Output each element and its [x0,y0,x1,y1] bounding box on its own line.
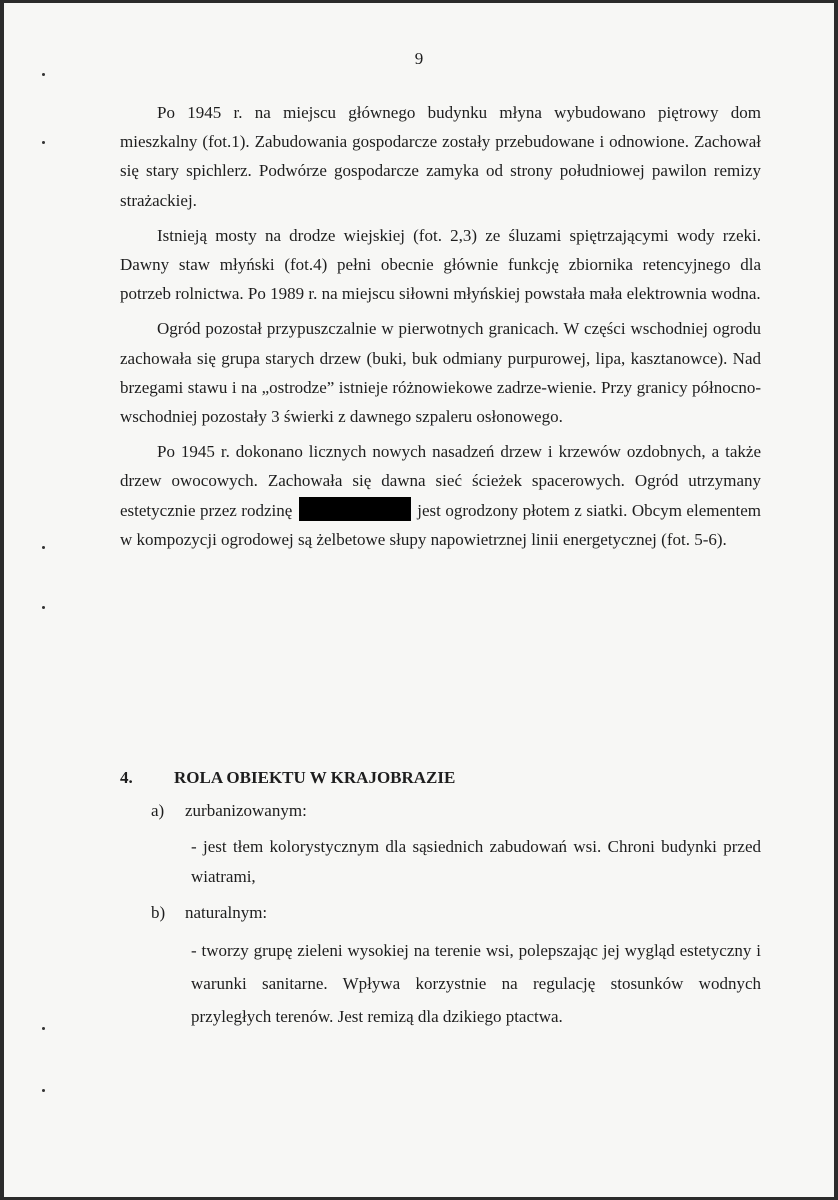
section-number: 4. [120,768,133,787]
section-heading [120,763,761,793]
scan-speck [42,73,45,76]
list-label: naturalnym: [185,903,268,922]
list-item [120,898,761,928]
paragraph-text-after-redaction: jest ogrodzony płotem z siatki. Obcym elementem w kompozycji ogrodowej są żelbetowe słupy napowietrznej linii energetycznej (fot. 5-6). [120,500,762,549]
scan-speck [42,546,45,549]
body-text [120,98,761,560]
document-page [4,3,834,1197]
list-marker: a) [151,801,165,820]
list-description: - tworzy grupę zieleni wysokiej na terenie wsi, polepszając jej wygląd estetyczny i warunki sanitarne. Wpływa korzystnie na regulację stosunków wodnych przyległych terenów. Jest remizą dla dzikiego ptactwa. [191,941,761,1026]
section-title: ROLA OBIEKTU W KRAJOBRAZIE [174,768,456,787]
scan-speck [42,1027,45,1030]
paragraph-with-redaction [120,437,761,554]
list-label: zurbanizowanym: [185,801,307,820]
paragraph: Istnieją mosty na drodze wiejskiej (fot. 2,3) ze śluzami spiętrzającymi wody rzeki. Dawny staw młyński (fot.4) pełni obecnie głównie funkcję zbiornika retencyjnego dla potrzeb rolnictwa. Po 1989 r. na miejscu siłowni młyńskiej powstała mała elektrownia wodna. [120,225,761,304]
paragraph: Ogród pozostał przypuszczalnie w pierwotnych granicach. W części wschodniej ogrodu zachowała się grupa starych drzew (buki, buk odmiany purpurowej, lipa, kasztanowce). Nad brzegami stawu i na „ostrodze” istnieje różnowiekowe zadrze-wienie. Przy granicy północno-wschodniej pozostały 3 świerki z dawnego szpaleru osłonowego. [120,319,761,427]
list-item [120,796,761,826]
scan-speck [42,141,45,144]
list-description: - jest tłem kolorystycznym dla sąsiednich zabudowań wsi. Chroni budynki przed wiatrami, [191,837,761,886]
paragraph: Po 1945 r. na miejscu głównego budynku młyna wybudowano piętrowy dom mieszkalny (fot.1). Zabudowania gospodarcze zostały przebudowane i odnowione. Zachował się stary spichlerz. Podwórze gospodarcze zamyka od strony południowej pawilon remizy strażackiej. [120,103,761,210]
scan-speck [42,606,45,609]
paragraph-text-before-redaction: Po 1945 r. dokonano licznych nowych nasadzeń drzew i krzewów ozdobnych, a także drzew owocowych. Zachowała się dawna sieć ścieżek spacerowych. Ogród utrzymany estetycznie przez rodzinę [120,442,761,520]
section-landscape-role [120,763,761,1039]
scan-speck [42,1089,45,1092]
list-marker: b) [151,903,166,922]
page-number: 9 [414,49,424,68]
redaction-block [299,497,411,521]
